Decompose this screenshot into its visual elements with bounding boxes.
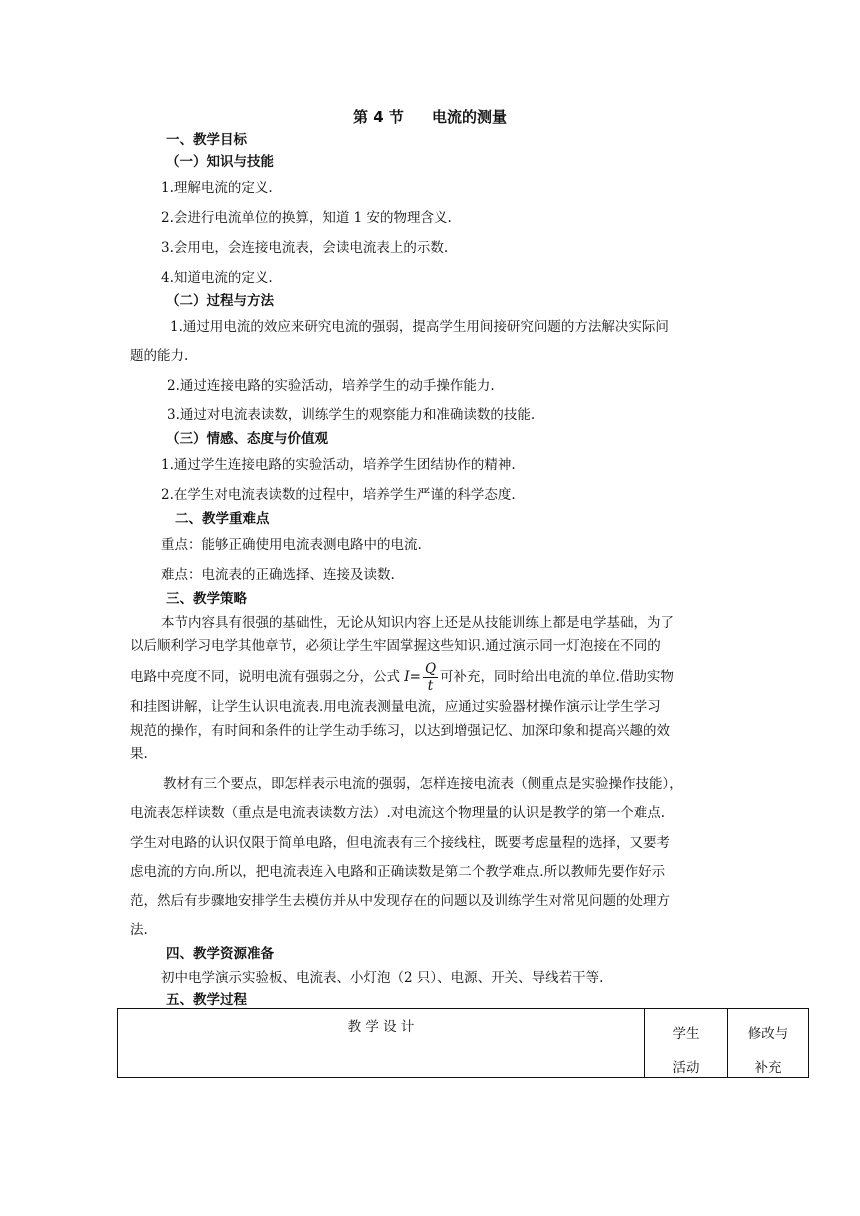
subheading-knowledge: （一）知识与技能 bbox=[166, 154, 274, 170]
table-header-design: 教 学 设 计 bbox=[347, 1019, 415, 1035]
process-item-1: 1.通过用电流的效应来研究电流的强弱，提高学生用间接研究问题的方法解决实际问 bbox=[170, 319, 669, 335]
strategy-para2-line6: 法. bbox=[130, 922, 148, 938]
strategy-para1-line6: 果. bbox=[130, 746, 148, 762]
process-item-3: 3.通过对电流表读数，训练学生的观察能力和准确读数的技能. bbox=[167, 407, 536, 423]
teaching-process-table bbox=[117, 1008, 809, 1078]
formula-numerator: Q bbox=[424, 661, 437, 677]
table-header-revision: 修改与 补充 bbox=[747, 1026, 789, 1076]
table-row bbox=[118, 1009, 809, 1078]
formula-text-after: 可补充，同时给出电流的单位.借助实物 bbox=[440, 669, 674, 685]
formula-denominator: t bbox=[427, 678, 434, 694]
heading-strategy: 三、教学策略 bbox=[166, 591, 247, 607]
key-point: 重点：能够正确使用电流表测电路中的电流. bbox=[161, 537, 422, 553]
formula-text-before: 电路中亮度不同，说明电流有强弱之分，公式 bbox=[130, 669, 400, 685]
difficult-point: 难点：电流表的正确选择、连接及读数. bbox=[161, 567, 395, 583]
strategy-para1-line3 bbox=[130, 659, 674, 695]
strategy-para2-line3: 学生对电路的认识仅限于简单电路，但电流表有三个接线柱，既要考虑量程的选择，又要考 bbox=[130, 835, 670, 851]
strategy-para2-line1: 教材有三个要点，即怎样表示电流的强弱，怎样连接电流表（侧重点是实验操作技能）， bbox=[163, 776, 683, 792]
strategy-para2-line2: 电流表怎样读数（重点是电流表读数方法）.对电流这个物理量的认识是教学的第一个难点. bbox=[130, 805, 666, 821]
table-cell-activity bbox=[645, 1009, 728, 1078]
subheading-process: （二）过程与方法 bbox=[166, 293, 274, 309]
table-header-activity: 学生 活动 bbox=[672, 1026, 700, 1076]
strategy-para1-line5: 规范的操作，有时间和条件的让学生动手练习，以达到增强记忆、加深印象和提高兴趣的效 bbox=[130, 723, 670, 739]
knowledge-item-2: 2.会进行电流单位的换算，知道 1 安的物理含义. bbox=[161, 210, 452, 226]
page-title bbox=[0, 106, 860, 127]
strategy-para2-line5: 范，然后有步骤地安排学生去模仿并从中发现存在的问题以及训练学生对常见问题的处理方 bbox=[130, 893, 670, 909]
section-number: 第 4 节 bbox=[353, 108, 404, 126]
strategy-para1-line1: 本节内容具有很强的基础性，无论从知识内容上还是从技能训练上都是电学基础，为了 bbox=[161, 615, 674, 631]
strategy-para2-line4: 虑电流的方向.所以，把电流表连入电路和正确读数是第二个教学难点.所以教师先要作好示 bbox=[130, 864, 666, 880]
process-item-1-cont: 题的能力. bbox=[130, 348, 189, 364]
knowledge-item-3: 3.会用电，会连接电流表，会读电流表上的示数. bbox=[161, 240, 449, 256]
attitude-item-1: 1.通过学生连接电路的实验活动，培养学生团结协作的精神. bbox=[161, 457, 516, 473]
section-name: 电流的测量 bbox=[431, 108, 507, 126]
heading-key-points: 二、教学重难点 bbox=[175, 511, 270, 527]
knowledge-item-4: 4.知道电流的定义. bbox=[161, 270, 273, 286]
heading-process: 五、教学过程 bbox=[166, 992, 247, 1008]
formula-lhs: I= bbox=[404, 669, 421, 685]
table-cell-revision bbox=[728, 1009, 809, 1078]
table-cell-design bbox=[118, 1009, 645, 1078]
heading-objectives: 一、教学目标 bbox=[166, 132, 247, 148]
strategy-para1-line2: 以后顺利学习电学其他章节，必须让学生牢固掌握这些知识.通过演示同一灯泡接在不同的 bbox=[130, 638, 661, 654]
strategy-para1-line4: 和挂图讲解，让学生认识电流表.用电流表测量电流，应通过实验器材操作演示让学生学习 bbox=[130, 699, 661, 715]
formula-fraction bbox=[423, 661, 438, 694]
resources-text: 初中电学演示实验板、电流表、小灯泡（2 只）、电源、开关、导线若干等. bbox=[161, 970, 604, 986]
heading-resources: 四、教学资源准备 bbox=[166, 946, 274, 962]
knowledge-item-1: 1.理解电流的定义. bbox=[161, 180, 273, 196]
attitude-item-2: 2.在学生对电流表读数的过程中，培养学生严谨的科学态度. bbox=[161, 487, 516, 503]
subheading-attitude: （三）情感、态度与价值观 bbox=[166, 431, 328, 447]
process-item-2: 2.通过连接电路的实验活动，培养学生的动手操作能力. bbox=[167, 378, 495, 394]
